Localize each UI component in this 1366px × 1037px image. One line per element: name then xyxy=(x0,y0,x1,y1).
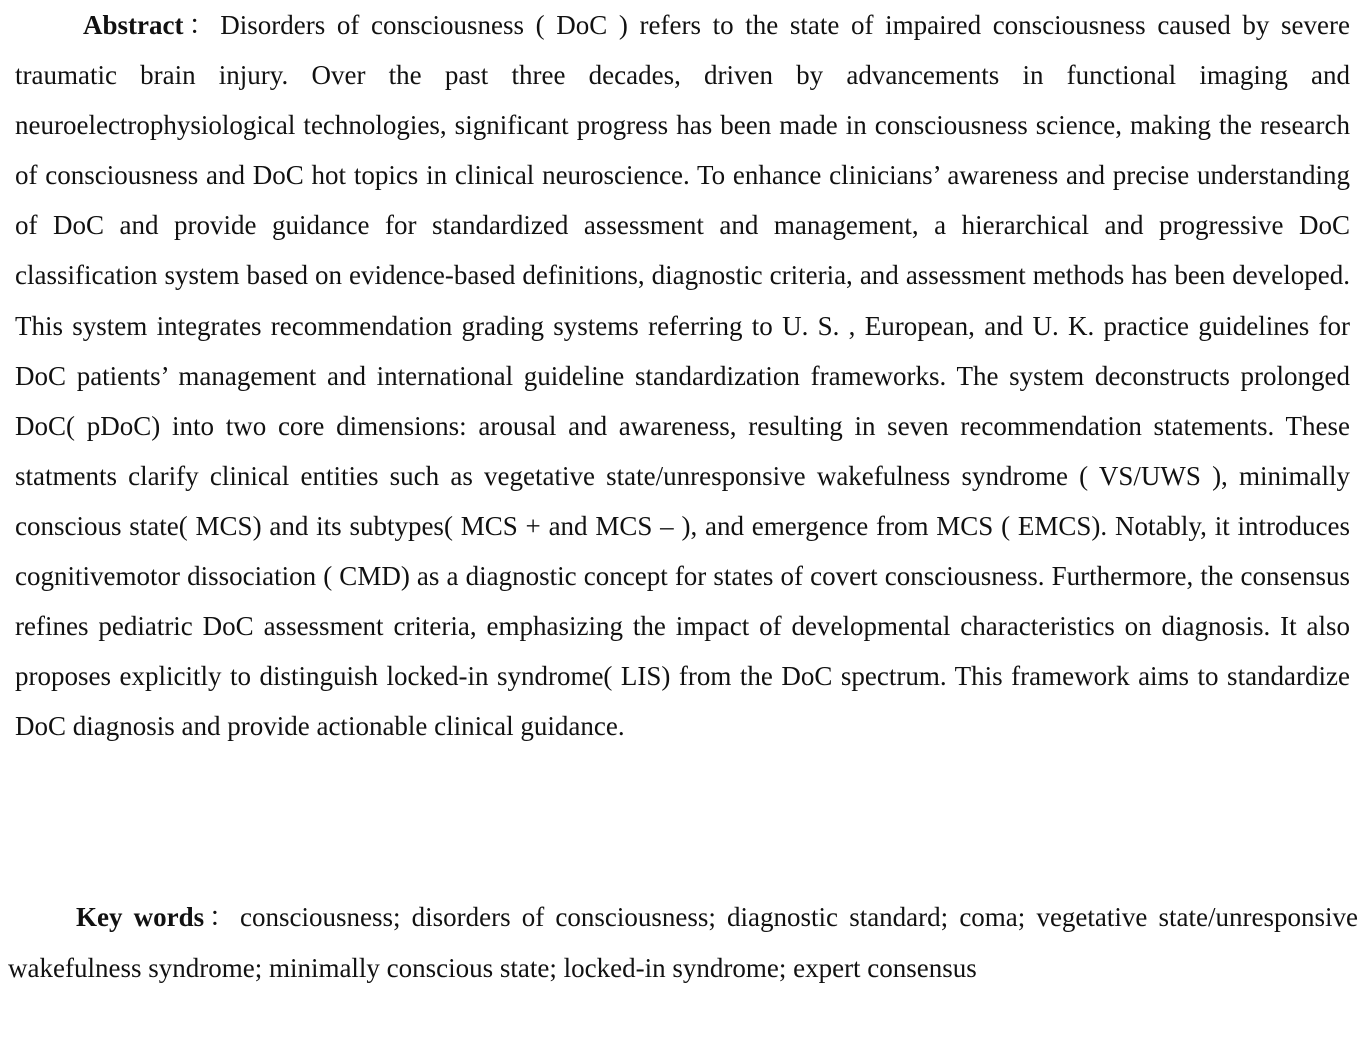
abstract-paragraph xyxy=(15,0,1350,751)
abstract-text: Disorders of consciousness ( DoC ) refers to the state of impaired consciousness caused by severe traumatic brain injury. Over the past three decades, driven by advancements in functional imaging and neuroelectrophysiological technologies, significant progress has been made in consciousness science, making the research of consciousness and DoC hot topics in clinical neuroscience. To enhance clinicians’ awareness and precise understanding of DoC and provide guidance for standardized assessment and management, a hierarchical and progressive DoC classification system based on evidence-based definitions, diagnostic criteria, and assessment methods has been developed. This system integrates recommendation grading systems referring to U. S. , European, and U. K. practice guidelines for DoC patients’ management and international guideline standardization frameworks. The system deconstructs prolonged DoC( pDoC) into two core dimensions: arousal and awareness, resulting in seven recommendation statements. These statments clarify clinical entities such as vegetative state/unresponsive wakefulness syndrome ( VS/UWS ), minimally conscious state( MCS) and its subtypes( MCS + and MCS – ), and emergence from MCS ( EMCS). Notably, it introduces cognitivemotor dissociation ( CMD) as a diagnostic concept for states of covert consciousness. Furthermore, the consensus refines pediatric DoC assessment criteria, emphasizing the impact of developmental characteristics on diagnosis. It also proposes explicitly to distinguish locked-in syndrome( LIS) from the DoC spectrum. This framework aims to standardize DoC diagnosis and provide actionable clinical guidance. xyxy=(15,10,1350,742)
keywords-text: consciousness; disorders of consciousness; diagnostic standard; coma; vegetative state/unresponsive wakefulness syndrome; minimally conscious state; locked-in syndrome; expert consensus xyxy=(8,902,1359,983)
keywords-paragraph xyxy=(8,892,1358,994)
keywords-separator: ： xyxy=(204,902,240,932)
abstract-separator: ： xyxy=(183,10,221,40)
keywords-label: Key words xyxy=(76,902,205,932)
abstract-label: Abstract xyxy=(83,10,184,40)
